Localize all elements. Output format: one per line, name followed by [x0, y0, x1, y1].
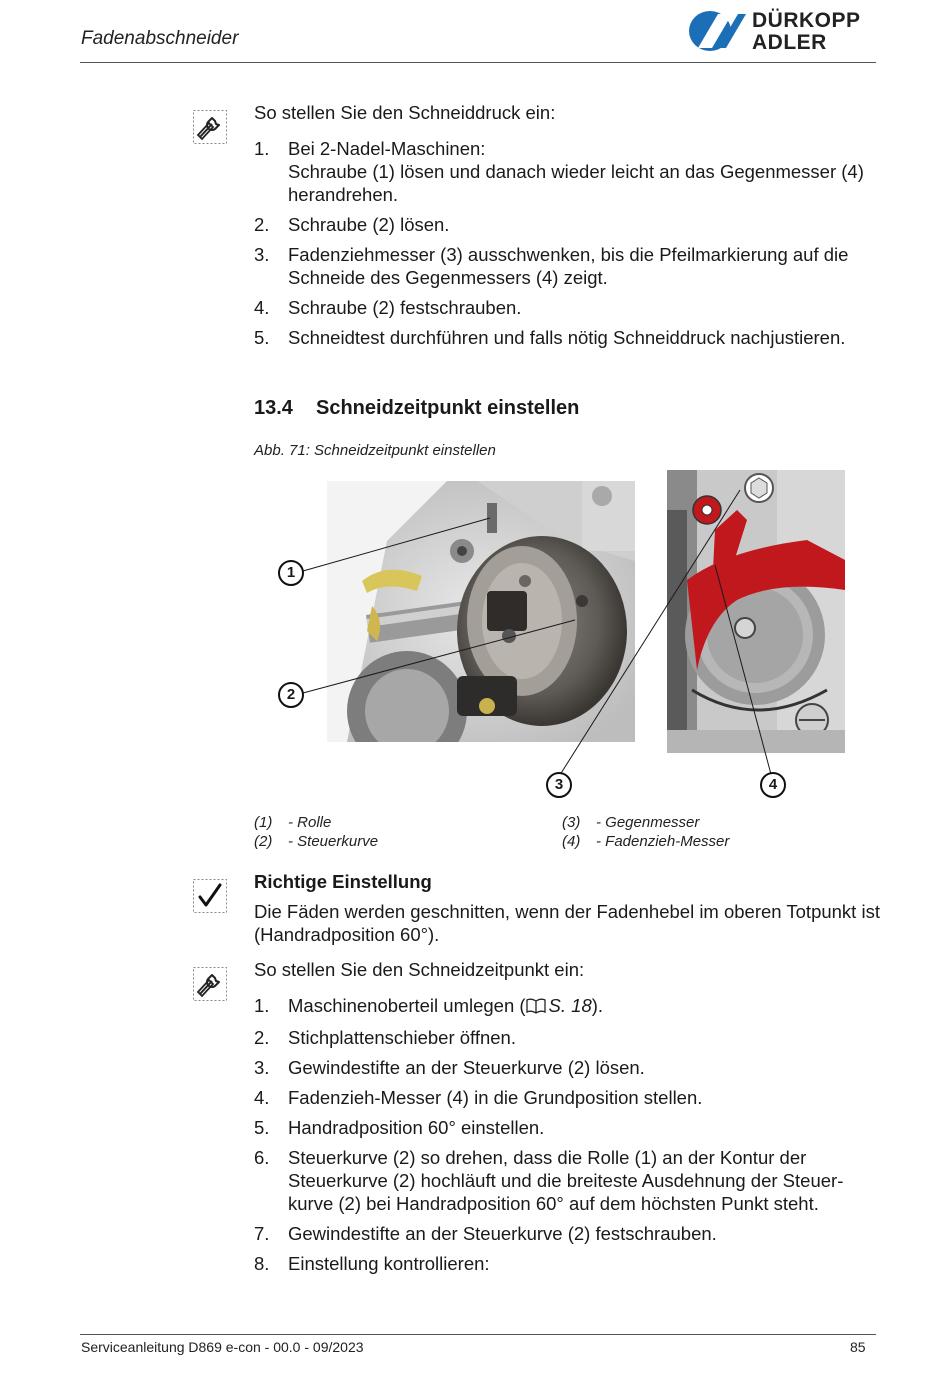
logo-text-line1: DÜRKOPP [752, 9, 861, 32]
list-item [254, 1252, 884, 1275]
step-number: 3. [254, 244, 270, 265]
logo-text-line2: ADLER [752, 31, 827, 54]
checkmark-icon [193, 879, 227, 913]
list-item [254, 296, 884, 319]
step-number: 8. [254, 1253, 270, 1274]
legend-item: (4) - Fadenzieh-Messer [562, 833, 730, 850]
step-text: Schneidtest durchführen und falls nötig Schneiddruck nachjustieren. [288, 327, 846, 348]
legend-item: (3) - Gegenmesser [562, 814, 700, 831]
block2-intro: So stellen Sie den Schneidzeitpunkt ein: [254, 959, 585, 980]
correct-setting-heading: Richtige Einstellung [254, 871, 432, 892]
figure-caption: Abb. 71: Schneidzeitpunkt einstellen [254, 442, 496, 459]
legend-item: (1) - Rolle [254, 814, 332, 831]
list-item [254, 1222, 884, 1245]
list-item [254, 1056, 884, 1079]
list-item [254, 213, 884, 236]
step-number: 3. [254, 1057, 270, 1078]
leader-line-2 [303, 620, 575, 693]
logo-mark-icon [688, 8, 748, 54]
list-item [254, 326, 884, 349]
step-number: 5. [254, 327, 270, 348]
running-header-title: Fadenabschneider [81, 28, 239, 49]
correct-setting-text: Die Fäden werden geschnitten, wenn der Fadenhebel im oberen Totpunkt ist (Handradposition 60°). [254, 901, 880, 945]
header-rule [80, 62, 876, 63]
leader-line-1 [303, 518, 490, 571]
list-item [254, 243, 884, 289]
wrench-icon [193, 967, 227, 1001]
list-item [254, 1086, 884, 1109]
step-text: Handradposition 60° einstellen. [288, 1117, 545, 1138]
block1-steps [254, 137, 884, 356]
step-text: Gewindestifte an der Steuerkurve (2) lösen. [288, 1057, 645, 1078]
step-text: Stichplattenschieber öffnen. [288, 1027, 516, 1048]
step-number: 7. [254, 1223, 270, 1244]
callout-4: 4 [760, 772, 786, 798]
step-number: 1. [254, 995, 270, 1016]
step-number: 1. [254, 138, 270, 159]
callout-layer [260, 480, 820, 800]
step-text: Gewindestifte an der Steuerkurve (2) festschrauben. [288, 1223, 717, 1244]
step-number: 6. [254, 1147, 270, 1168]
footer-rule [80, 1334, 876, 1335]
leader-line-4 [715, 565, 772, 778]
step-number: 2. [254, 1027, 270, 1048]
callout-3: 3 [546, 772, 572, 798]
step-text: Bei 2-Nadel-Maschinen: [288, 138, 486, 159]
page-reference-link[interactable]: S. 18 [548, 995, 592, 1016]
page-number: 85 [850, 1339, 866, 1355]
callout-1: 1 [278, 560, 304, 586]
step-text: Einstellung kontrollieren: [288, 1253, 490, 1274]
list-item [254, 1116, 884, 1139]
step-number: 5. [254, 1117, 270, 1138]
leader-line-3 [558, 490, 740, 778]
step-text: Fadenzieh-Messer (4) in die Grundposition stellen. [288, 1087, 703, 1108]
duerkopp-adler-logo [688, 8, 878, 54]
step-number: 4. [254, 1087, 270, 1108]
wrench-icon [193, 110, 227, 144]
step-text: Fadenziehmesser (3) ausschwenken, bis die Pfeilmarkierung auf die Schneide des Gegenmessers (4) zeigt. [288, 244, 849, 288]
list-item [254, 1026, 884, 1049]
block1-intro: So stellen Sie den Schneiddruck ein: [254, 102, 556, 123]
section-title: Schneidzeitpunkt einstellen [316, 397, 580, 419]
list-item [254, 1146, 884, 1215]
legend-item: (2) - Steuerkurve [254, 833, 379, 850]
list-item: 1. Maschinenoberteil umlegen ( S. 18). [254, 994, 884, 1019]
legend-left [254, 813, 378, 851]
step-text: Schraube (2) lösen. [288, 214, 450, 235]
section-number: 13.4 [254, 397, 293, 419]
step-number: 2. [254, 214, 270, 235]
footer-document-id: Serviceanleitung D869 e-con - 00.0 - 09/2023 [81, 1339, 364, 1355]
callout-2: 2 [278, 682, 304, 708]
step-text-continued: Schraube (1) lösen und danach wieder leicht an das Gegenmesser (4) herandrehen. [288, 161, 864, 205]
section-heading [254, 397, 579, 420]
step-text: Steuerkurve (2) so drehen, dass die Rolle (1) an der Kontur der Steuerkurve (2) hochläuft und die breiteste Ausdehnung der Steuer-kurve (2) bei Handradposition 60° auf dem höchsten Punkt steht. [288, 1147, 844, 1214]
book-icon [526, 996, 546, 1019]
step-number: 4. [254, 297, 270, 318]
block2-steps [254, 994, 884, 1282]
step-text: Schraube (2) festschrauben. [288, 297, 522, 318]
list-item [254, 137, 884, 206]
legend-right [562, 813, 729, 851]
